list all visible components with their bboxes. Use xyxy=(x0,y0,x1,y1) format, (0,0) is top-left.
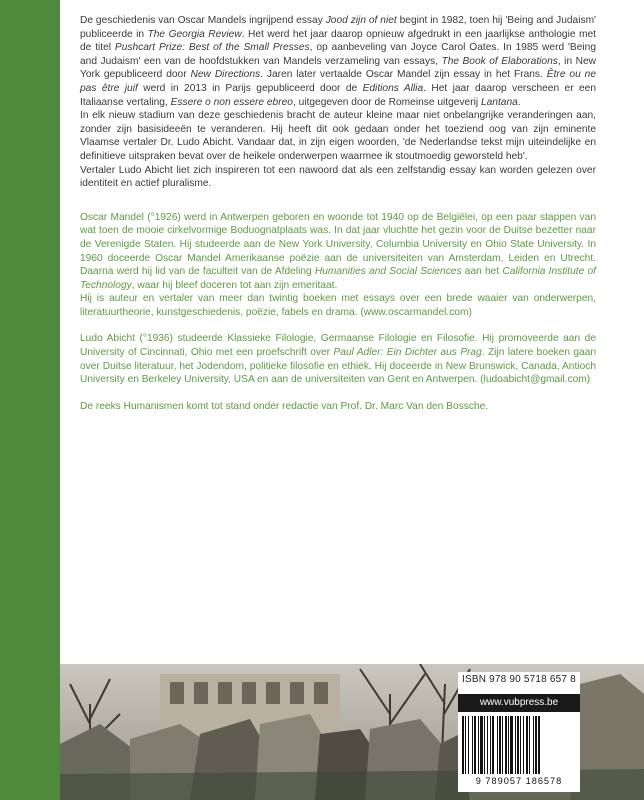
bio1-run: , waar hij bleef doceren tot aan zijn emeritaat. xyxy=(131,279,338,291)
bio3-run: . Zijn latere boeken gaan over Duitse literatuur, het Jodendom, politieke filosofie en ethiek. Hij doceerde in New Brunswick, Canada, Antioch University en Berkeley University, USA en aan de universiteiten van Gent en Antwerpen. (ludoabicht@gmail.com) xyxy=(80,347,597,386)
barcode-bar xyxy=(526,716,528,774)
series-note xyxy=(80,400,596,414)
bio1-run: aan het xyxy=(461,266,503,278)
para1-run: Essere o non essere ebreo xyxy=(170,96,293,108)
barcode-bar xyxy=(487,716,488,774)
barcode-bar xyxy=(490,716,491,774)
barcode-bar xyxy=(533,716,534,774)
para1-run: , uitgegeven door de Romeinse uitgeverij xyxy=(292,96,481,108)
barcode-bar xyxy=(472,716,473,774)
bio1-run: Humanities and Social Sciences xyxy=(314,266,462,278)
barcode-bar xyxy=(508,716,509,774)
green-spine xyxy=(0,0,60,800)
barcode-bar xyxy=(478,716,479,774)
para1-run: , in New York gepubliceerd door xyxy=(80,55,596,81)
isbn-text: ISBN 978 90 5718 657 8 xyxy=(462,674,576,685)
barcode-icon xyxy=(458,716,580,776)
translation-paragraph xyxy=(80,109,596,163)
barcode-bar xyxy=(499,716,501,774)
author-bio-paragraph xyxy=(80,211,596,293)
para1-run: Être ou ne pas être juif xyxy=(80,69,596,94)
barcode-bar xyxy=(505,716,507,774)
barcode-bar xyxy=(523,716,524,774)
barcode-bar xyxy=(462,716,464,774)
para3-run: Vertaler Ludo Abicht liet zich inspireren tot een nawoord dat als een zelfstandig essay kan worden gelezen over identiteit en actief pluralisme. xyxy=(80,164,596,190)
para1-run: . Het werd het jaar daarop opnieuw afgedrukt in een jaarlijkse anthologie met de titel xyxy=(80,28,596,54)
para1-run: The Georgia Review xyxy=(147,28,242,40)
barcode-number: 9 789057 186578 xyxy=(475,776,563,786)
para1-run: The Book of Elaborations xyxy=(441,55,558,67)
author-works-paragraph xyxy=(80,292,596,319)
barcode-bar xyxy=(474,716,476,774)
afterword-paragraph xyxy=(80,164,596,191)
series-run: De reeks Humanismen komt tot stand onder redactie van Prof. Dr. Marc Van den Bossche. xyxy=(80,400,489,412)
para1-run: werd in 2013 in Parijs gepubliceerd door de xyxy=(137,82,363,94)
para1-run: begint in 1982, toen hij 'Being and Judaism' publiceerde in xyxy=(80,15,597,40)
back-cover-text xyxy=(80,14,596,413)
history-paragraph xyxy=(80,14,596,109)
para2-run: In elk nieuw stadium van deze geschiedenis bracht de auteur kleine maar niet onbelangrijke veranderingen aan, zonder zijn basisideeën te veranderen. Hij heeft dit ook gedaan onder het toeziend oog van zijn eminente Vlaamse vertaler Dr. Ludo Abicht. Vandaar dat, in zijn eigen woorden, 'de Nederlandse tekst mijn uiteindelijke en definitieve uitspraken bevat over de heikele onderwerpen waarmee ik stoutmoedig geworsteld heb'. xyxy=(80,110,596,162)
translator-bio-paragraph xyxy=(80,332,596,386)
barcode-bar xyxy=(468,716,469,774)
barcode-bar xyxy=(520,716,521,774)
barcode-bar xyxy=(515,716,516,774)
para1-run: Jood zijn of niet xyxy=(325,15,397,26)
barcode-bar xyxy=(480,716,483,774)
bio2-run: Hij is auteur en vertaler van meer dan twintig boeken met essays over een brede waaier van onderwerpen, literatuurtheorie, kunstgeschiedenis, poëzie, fabels en drama. (www.oscarmandel.com) xyxy=(80,293,596,318)
bio1-run: Oscar Mandel (°1926) werd in Antwerpen geboren en woonde tot 1940 op de Belgiëlei, op een paar stappen van wat toen de mooie cirkelvormige Boduognatplaats was. In dat jaar vluchtte het gezin voor de Duitse bezetter naar de Verenigde Staten. Hij studeerde aan de New York University, Columbia University en Ohio State University. In 1960 doceerde Oscar Mandel Amerikaanse poëzie aan de universiteiten van Amsterdam, Leiden en Utrecht. Daarna werd hij lid van de faculteit van de Afdeling xyxy=(80,211,596,278)
para1-run: Lantana xyxy=(480,96,518,108)
barcode-bar xyxy=(535,716,537,774)
para1-run: . Het jaar daarop verscheen er een Italiaanse vertaling, xyxy=(80,82,596,108)
barcode-bar xyxy=(510,716,513,774)
barcode-bar xyxy=(497,716,498,774)
barcode-bar xyxy=(465,716,466,774)
para1-run: Editions Allia xyxy=(362,82,424,94)
bio3-run: Ludo Abicht (°1936) studeerde Klassieke Filologie, Germaanse Filologie en Filosofie. Hij promoveerde aan de University of Cincinnati, Ohio met een proefschrift over xyxy=(80,333,596,359)
barcode-bar xyxy=(484,716,485,774)
barcode-bar xyxy=(517,716,519,774)
para1-run: . Jaren later vertaalde Oscar Mandel zijn essay in het Frans. xyxy=(260,69,547,81)
bio3-run: Paul Adler: Ein Dichter aus Prag xyxy=(333,347,482,359)
para1-run: De geschiedenis van Oscar Mandels ingrijpend essay xyxy=(80,15,326,26)
publisher-url[interactable]: www.vubpress.be xyxy=(458,694,580,712)
para1-run: . xyxy=(517,96,521,108)
para1-run: New Directions xyxy=(190,69,261,81)
bio1-run: California Institute of Technology xyxy=(80,266,597,291)
barcode-bar xyxy=(538,716,540,774)
barcode-bar xyxy=(529,716,530,774)
barcode-bar xyxy=(502,716,503,774)
barcode-bar xyxy=(492,716,494,774)
isbn-label xyxy=(458,672,580,792)
para1-run: , op aanbeveling van Joyce Carol Oates. In 1985 werd 'Being and Judaism' een van de hoofdstukken van Mandels verzameling van essays, xyxy=(80,42,596,67)
para1-run: Pushcart Prize: Best of the Small Presses xyxy=(114,42,310,54)
